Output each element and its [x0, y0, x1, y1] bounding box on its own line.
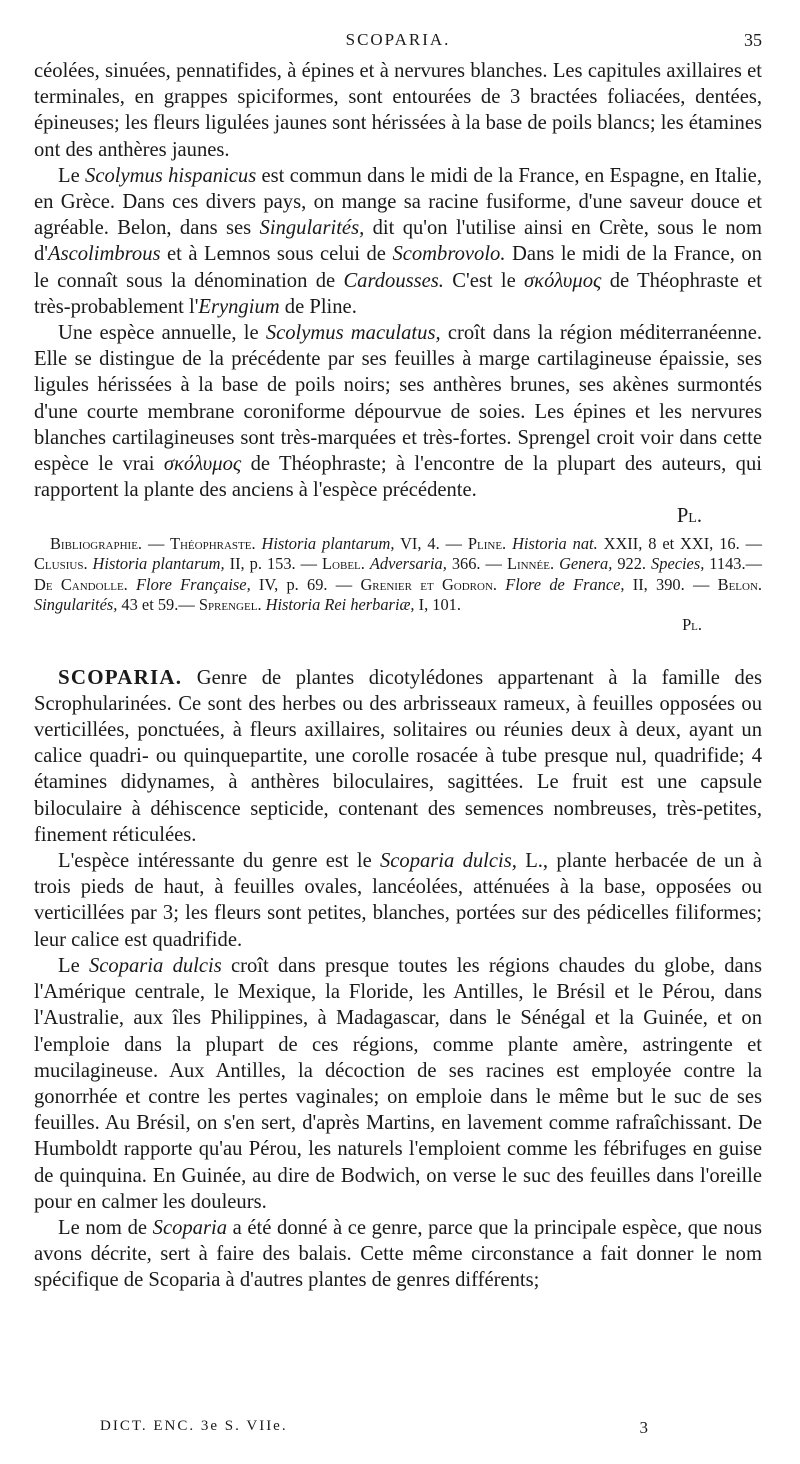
- scoparia-paragraph-2: L'espèce intéressante du genre est le Scoparia dulcis, L., plante herbacée de un à trois pieds de haut, à feuilles ovales, lancéolées, atténuées à la base, opposées ou verticillées par 3; les fleurs sont petites, blanches, portées sur des pédicelles filiformes; leur calice est quadrifide.: [34, 850, 762, 951]
- running-title: SCOPARIA.: [345, 30, 451, 49]
- footer-volume: DICT. ENC. 3e S. VIIe.: [100, 1418, 288, 1434]
- greek-word: σκόλυμος: [524, 269, 602, 292]
- page-footer: [100, 1418, 650, 1435]
- species-name: Scolymus hispanicus: [85, 164, 257, 187]
- scoparia-paragraph-4: Le nom de Scoparia a été donné à ce genre, parce que la principale espèce, que nous avons décrite, sert à faire des balais. Cette même circonstance a fait donner le nom spécifique de Scoparia à d'autres plantes de genres différents;: [34, 1216, 763, 1292]
- scolymus-paragraph-1: céolées, sinuées, pennatifides, à épines et à nervures blanches. Les capitules axillaires et terminales, en grappes spiciformes, sont entourées de 3 bractées foliacées, dentées, épineuses; les fleurs ligulées jaunes sont hérissées à la base de poils blancs; les étamines ont des anthères jaunes.: [34, 60, 762, 161]
- scoparia-paragraph-1: SCOPARIA. Genre de plantes dicotylédones appartenant à la famille des Scrophularinées. Ce sont des herbes ou des arbrisseaux rameux, à feuilles opposées ou verticillées, ponctuées, à fleurs axillaires, solitaires ou réunies deux à deux, ayant un calice quadri- ou quinquepartite, une corolle rosacée à tube presque nul, quadrifide; 4 étamines didynames, à anthères biloculaires, sagittées. Le fruit est une capsule biloculaire à déhiscence septicide, contenant des semences nombreuses, très-petites, finement réticulées.: [34, 664, 762, 846]
- bibliography: Bibliographie. — Théophraste. Historia plantarum, VI, 4. — Pline. Historia nat. XXII, 8 et XXI, 16. — Clusius. Historia plantarum, II, p. 153. — Lobel. Adversaria, 366. — Linnée. Genera, 922. Species, 1143.— De Candolle. Flore Française, IV, p. 69. — Grenier et Godron. Flore de France, II, 390. — Belon. Singularités, 43 et 59.— Sprengel. Historia Rei herbariæ, I, 101.: [34, 533, 762, 615]
- scolymus-paragraph-3: Une espèce annuelle, le Scolymus maculatus, croît dans la région méditerranéenne. Elle se distingue de la précédente par ses feuilles à marge cartilagineuse épaissie, ses ligules hérissées à la base de poils noirs; ses anthères brunes, ses akènes surmontés d'une courte membrane coroniforme dépourvue de soies. Les épines et les nervures blanches cartilagineuses sont très-marquées et très-fortes. Sprengel croit voir dans cette espèce le vrai σκόλυμος de Théophraste; à l'encontre de la plupart des auteurs, qui rapportent la plante des anciens à l'espèce précédente.: [34, 322, 763, 502]
- entry-heading: SCOPARIA.: [58, 664, 183, 689]
- bibliography-author: Pl.: [682, 614, 702, 634]
- signature-mark: 3: [639, 1418, 650, 1437]
- bibliography-label: Bibliographie.: [50, 533, 143, 553]
- section-gap: [34, 634, 762, 664]
- page-number: 35: [744, 30, 762, 50]
- author-signature: Pl.: [676, 505, 702, 528]
- running-head: [34, 30, 762, 58]
- scolymus-paragraph-2: Le Scolymus hispanicus est commun dans le midi de la France, en Espagne, en Italie, en Grèce. Dans ces divers pays, on mange sa racine fusiforme, d'une saveur douce et agréable. Belon, dans ses Singularités, dit qu'on l'utilise ainsi en Crète, sous le nom d'Ascolimbrous et à Lemnos sous celui de Scombrovolo. Dans le midi de la France, on le connaît sous la dénomination de Cardousses. C'est le σκόλυμος de Théophraste et très-probablement l'Eryngium de Pline.: [34, 164, 762, 318]
- greek-word: σκόλυμος: [163, 453, 242, 476]
- scoparia-paragraph-3: Le Scoparia dulcis croît dans presque toutes les régions chaudes du globe, dans l'Amérique centrale, le Mexique, la Floride, les Antilles, le Brésil et le Pérou, dans l'Australie, aux îles Philippines, à Madagascar, dans le Sénégal et la Guinée, et on l'emploie dans la plupart de ces régions, comme plante amère, astringente et mucilagineuse. Aux Antilles, la décoction de ses racines est employée contre la gonorrhée et contre les pertes vaginales; on emploie dans le même but le suc de ses feuilles. Au Brésil, on s'en sert, d'après Martins, en lavement comme rafraîchissant. De Humboldt rapporte qu'au Pérou, les naturels l'emploient comme les fébrifuges en guise de quinquina. En Guinée, au dire de Bodwich, on verse le suc des feuilles dans l'oreille pour en calmer les douleurs.: [34, 954, 762, 1213]
